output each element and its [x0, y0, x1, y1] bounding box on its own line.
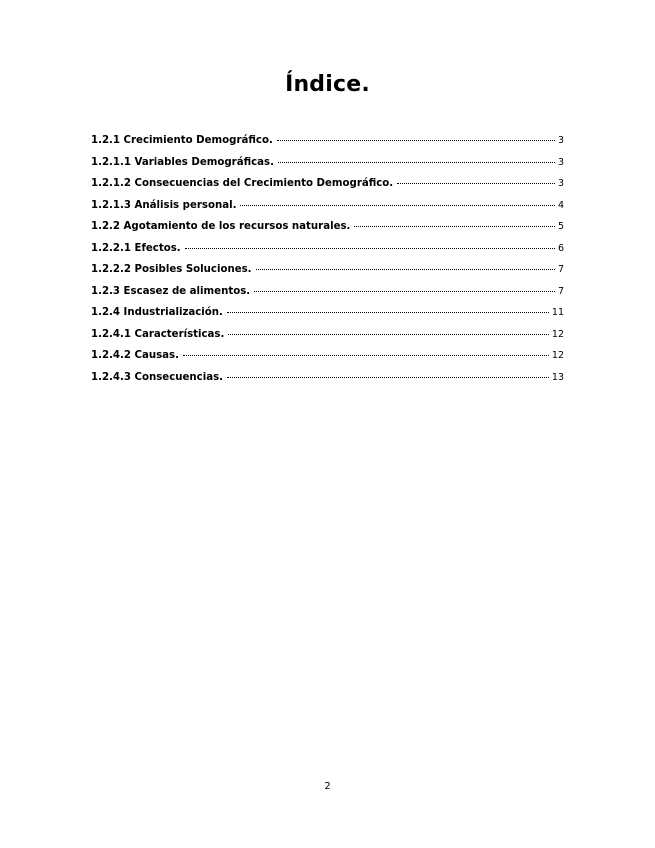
toc-entry-label: 1.2.1.2 Consecuencias del Crecimiento Demográfico.: [91, 178, 394, 189]
toc-dot-leader: [278, 162, 555, 163]
toc-entry-label: 1.2.4.2 Causas.: [91, 350, 179, 361]
toc-entry[interactable]: [91, 157, 564, 179]
toc-entry-label: 1.2.2 Agotamiento de los recursos naturales.: [91, 221, 351, 232]
toc-entry-page: 6: [557, 242, 564, 254]
toc-dot-leader: [228, 334, 549, 335]
toc-entry[interactable]: [91, 286, 564, 308]
toc-entry-page: 5: [557, 221, 564, 232]
toc-entry[interactable]: [91, 178, 564, 200]
toc-entry[interactable]: [91, 135, 564, 157]
toc-dot-leader: [185, 248, 555, 249]
toc-entry[interactable]: [91, 350, 564, 372]
toc-entry-label: 1.2.1.1 Variables Demográficas.: [91, 156, 274, 168]
toc-entry-page: 12: [551, 328, 564, 340]
toc-entry-page: 11: [551, 307, 564, 318]
toc-dot-leader: [256, 269, 555, 270]
toc-dot-leader: [254, 291, 555, 292]
page-title: Índice.: [285, 72, 370, 97]
table-of-contents: [91, 135, 564, 393]
toc-entry-label: 1.2.2.2 Posibles Soluciones.: [91, 264, 252, 275]
toc-entry-label: 1.2.1 Crecimiento Demográfico.: [91, 135, 273, 146]
toc-entry[interactable]: [91, 329, 564, 351]
toc-dot-leader: [227, 377, 549, 378]
toc-entry[interactable]: [91, 243, 564, 265]
toc-entry-page: 7: [557, 285, 564, 297]
toc-entry-label: 1.2.4 Industrialización.: [91, 307, 223, 318]
toc-entry-label: 1.2.2.1 Efectos.: [91, 242, 181, 254]
toc-entry-page: 3: [557, 156, 564, 168]
toc-entry-page: 3: [557, 178, 564, 189]
toc-entry-page: 4: [557, 199, 564, 211]
toc-entry-label: 1.2.4.3 Consecuencias.: [91, 371, 224, 383]
toc-entry[interactable]: [91, 200, 564, 222]
toc-dot-leader: [183, 355, 549, 356]
page-number: 2: [324, 781, 331, 792]
toc-entry-page: 7: [557, 264, 564, 275]
toc-entry-page: 13: [551, 371, 564, 383]
toc-dot-leader: [397, 183, 555, 184]
toc-dot-leader: [240, 205, 555, 206]
toc-entry-label: 1.2.4.1 Características.: [91, 328, 225, 340]
toc-entry-page: 3: [557, 135, 564, 146]
toc-entry[interactable]: [91, 264, 564, 286]
toc-dot-leader: [277, 140, 555, 141]
toc-dot-leader: [354, 226, 555, 227]
toc-entry-label: 1.2.1.3 Análisis personal.: [91, 199, 237, 211]
toc-dot-leader: [227, 312, 549, 313]
toc-entry[interactable]: [91, 307, 564, 329]
toc-entry[interactable]: [91, 221, 564, 243]
toc-entry-page: 12: [551, 350, 564, 361]
toc-entry-label: 1.2.3 Escasez de alimentos.: [91, 285, 251, 297]
toc-entry[interactable]: [91, 372, 564, 394]
